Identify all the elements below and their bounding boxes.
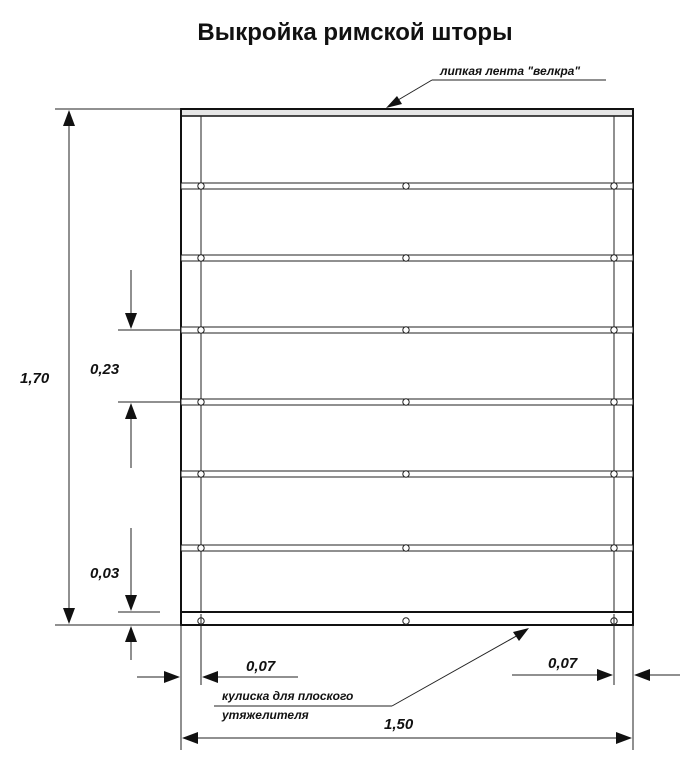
ring xyxy=(198,471,204,477)
spacing-arrow-top xyxy=(125,313,137,329)
weight-pocket-label-line2: утяжелителя xyxy=(222,708,309,722)
ring xyxy=(403,183,409,189)
ring xyxy=(198,545,204,551)
diagram-title: Выкройка римской шторы xyxy=(197,19,513,46)
ring xyxy=(403,471,409,477)
bottom-gap-dimension xyxy=(118,528,160,660)
ring xyxy=(403,618,409,624)
weight-pocket-leader-line xyxy=(392,634,520,706)
ring xyxy=(611,255,617,261)
bottom-gap-value: 0,03 xyxy=(90,565,120,582)
ring xyxy=(611,399,617,405)
weight-pocket-label-line1: кулиска для плоского xyxy=(222,689,354,703)
left-margin-value: 0,07 xyxy=(246,658,276,675)
ring xyxy=(403,399,409,405)
ring xyxy=(403,327,409,333)
right-margin-value: 0,07 xyxy=(548,655,578,672)
spacing-arrow-bottom xyxy=(125,403,137,419)
velcro-arrowhead xyxy=(386,96,402,108)
pocket-spacing-value: 0,23 xyxy=(90,361,120,378)
ring xyxy=(403,545,409,551)
left-margin-arrow-outer xyxy=(164,671,180,683)
pocket-spacing-dimension xyxy=(118,270,181,468)
gap-arrow-bottom xyxy=(125,626,137,642)
gap-arrow-top xyxy=(125,595,137,611)
height-value: 1,70 xyxy=(20,370,50,387)
ring xyxy=(611,183,617,189)
right-margin-arrow-outer xyxy=(634,669,650,681)
ring xyxy=(198,255,204,261)
width-arrow-left xyxy=(182,732,198,744)
left-margin-arrow-inner xyxy=(202,671,218,683)
ring xyxy=(198,327,204,333)
ring xyxy=(403,255,409,261)
width-arrow-right xyxy=(616,732,632,744)
height-arrow-top xyxy=(63,110,75,126)
velcro-label: липкая лента "велкра" xyxy=(440,64,581,78)
rod-pockets xyxy=(181,183,633,551)
width-value: 1,50 xyxy=(384,716,414,733)
ring xyxy=(611,471,617,477)
ring xyxy=(198,399,204,405)
right-margin-arrow-inner xyxy=(597,669,613,681)
height-arrow-bottom xyxy=(63,608,75,624)
ring xyxy=(198,183,204,189)
velcro-strip xyxy=(181,109,633,116)
ring xyxy=(611,545,617,551)
ring xyxy=(611,327,617,333)
weight-pocket-arrowhead xyxy=(513,628,529,641)
